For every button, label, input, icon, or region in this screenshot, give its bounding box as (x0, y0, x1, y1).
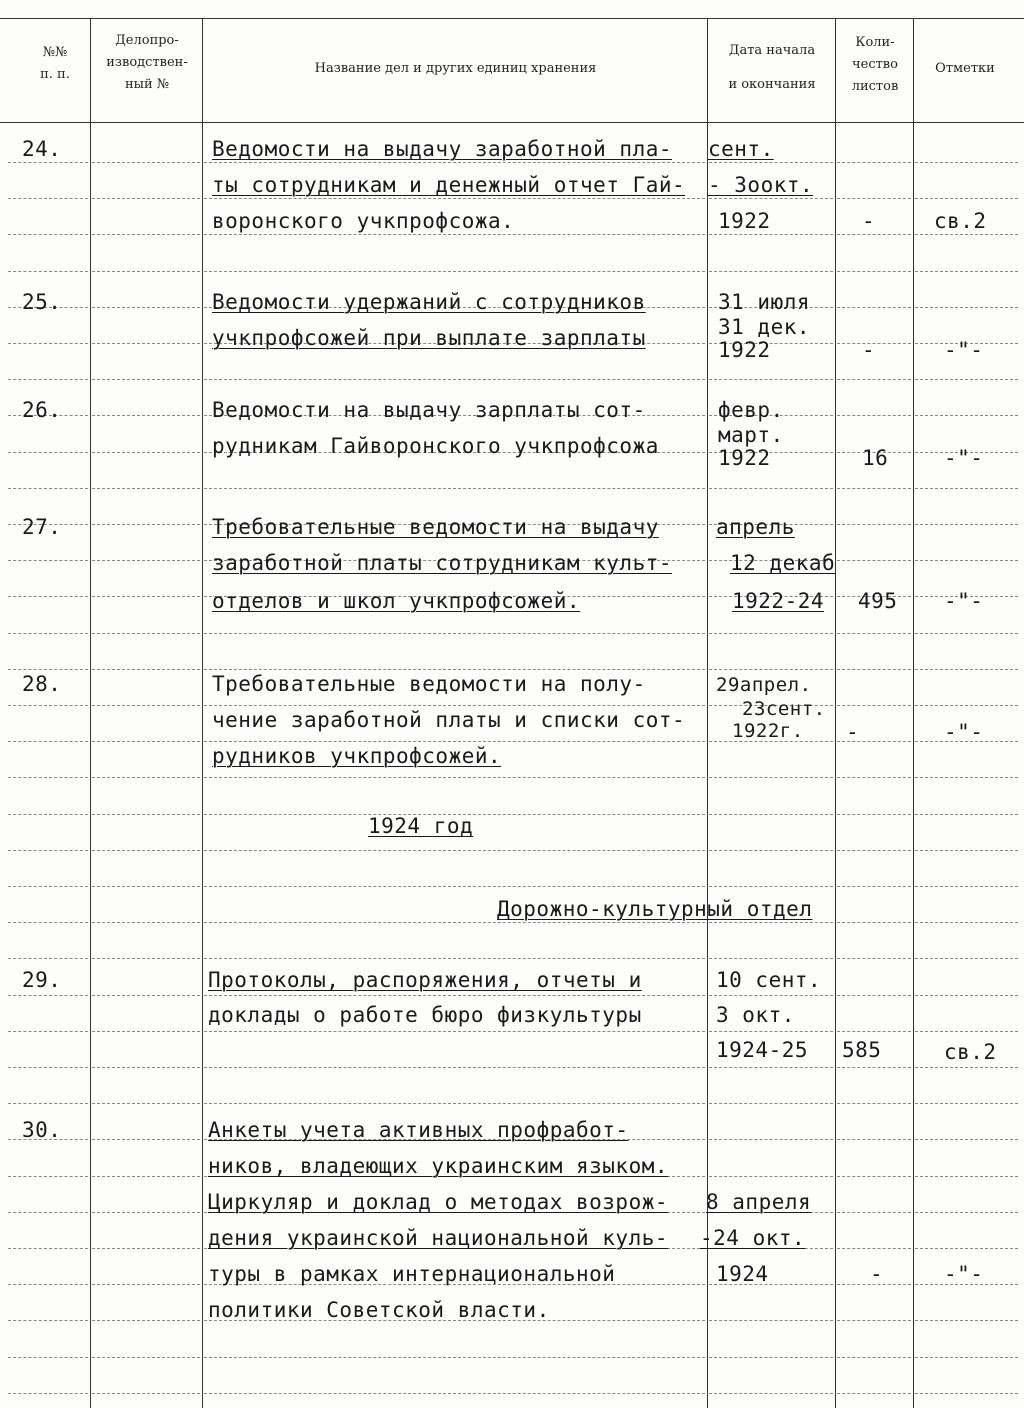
title-line: заработной платы сотрудникам культ- (212, 551, 673, 575)
ruling-line (92, 958, 200, 959)
title-line: ты сотрудникам и денежный отчет Гай- (212, 173, 686, 197)
note: -"- (944, 720, 984, 744)
ruling-line (915, 850, 1018, 851)
ruling-line (92, 596, 200, 597)
ruling-line (709, 814, 833, 815)
ruling-line (837, 488, 911, 489)
ruling-line (204, 271, 705, 272)
ruling-line (837, 1357, 911, 1358)
ruling-line (8, 560, 88, 561)
ruling-line (8, 271, 88, 272)
note: св.2 (934, 209, 987, 233)
note: -"- (944, 1262, 984, 1286)
ruling-line (92, 1393, 200, 1394)
date-line: 1922г. (732, 720, 804, 742)
ruling-line (837, 271, 911, 272)
ruling-line (8, 922, 88, 923)
ruling-line (915, 705, 1018, 706)
ruling-line (204, 1357, 705, 1358)
column-rule (913, 18, 914, 1408)
ruling-line (709, 777, 833, 778)
ruling-line (8, 198, 88, 199)
row-number: 26. (22, 398, 62, 422)
ruling-line (915, 198, 1018, 199)
title-line: отделов и школ учкпрофсожей. (212, 589, 581, 613)
ruling-line (8, 958, 88, 959)
ruling-line (837, 995, 911, 996)
ruling-line (8, 741, 88, 742)
ruling-line (8, 596, 88, 597)
ruling-line (915, 958, 1018, 959)
ruling-line (915, 307, 1018, 308)
ruling-line (915, 1248, 1018, 1249)
ruling-line (709, 669, 833, 670)
ruling-line (92, 886, 200, 887)
ruling-line (837, 1176, 911, 1177)
year-heading: 1924 год (368, 814, 474, 838)
ruling-line (709, 1357, 833, 1358)
ruling-line (8, 452, 88, 453)
ruling-line (204, 669, 705, 670)
ruling-line (204, 488, 705, 489)
title-line: Протоколы, распоряжения, отчеты и (208, 968, 642, 992)
ruling-line (837, 633, 911, 634)
department-heading: Дорожно-культурный отдел (497, 897, 813, 921)
ruling-line (915, 488, 1018, 489)
date-line: 3 окт. (716, 1003, 795, 1027)
ruling-line (837, 1067, 911, 1068)
title-line: Требовательные ведомости на полу- (212, 672, 646, 696)
title-line: Требовательные ведомости на выдачу (212, 515, 659, 539)
ruling-line (837, 1320, 911, 1321)
ruling-line (837, 777, 911, 778)
ruling-line (837, 162, 911, 163)
ruling-line (915, 777, 1018, 778)
ruling-line (204, 886, 705, 887)
ruling-line (8, 1248, 88, 1249)
ruling-line (8, 1320, 88, 1321)
ruling-line (915, 162, 1018, 163)
column-rule (202, 18, 203, 1408)
ruling-line (8, 669, 88, 670)
sheet-count: - (862, 209, 876, 233)
ruling-line (92, 1320, 200, 1321)
title-line: Циркуляр и доклад о методах возрож- (208, 1190, 669, 1214)
ruling-line (92, 705, 200, 706)
ruling-line (837, 669, 911, 670)
ruling-line (92, 271, 200, 272)
date-line: 8 апреля (706, 1190, 812, 1214)
date-line: 1924-25 (716, 1038, 809, 1062)
title-line: Анкеты учета активных профработ- (208, 1118, 629, 1142)
ruling-line (8, 234, 88, 235)
ruling-line (709, 198, 833, 199)
header-title: Название дел и других единиц хранения (314, 61, 597, 76)
ruling-line (92, 814, 200, 815)
ruling-line (837, 234, 911, 235)
ruling-line (92, 1139, 200, 1140)
ruling-line (204, 741, 705, 742)
ruling-line (8, 1176, 88, 1177)
ruling-line (8, 488, 88, 489)
ruling-line (709, 922, 833, 923)
ruling-line (709, 1139, 833, 1140)
title-line: туры в рамках интернациональной (208, 1262, 616, 1286)
ruling-line (204, 1393, 705, 1394)
note: св.2 (944, 1040, 997, 1064)
ruling-line (92, 850, 200, 851)
ruling-line (204, 850, 705, 851)
date-line: 29апрел. (716, 674, 812, 696)
ruling-line (8, 1103, 88, 1104)
ruling-line (709, 850, 833, 851)
ruling-line (92, 415, 200, 416)
row-number: 25. (22, 290, 62, 314)
date-line: 1922 (718, 338, 771, 362)
ruling-line (92, 1212, 200, 1213)
ruling-line (92, 488, 200, 489)
ruling-line (204, 958, 705, 959)
ruling-line (837, 198, 911, 199)
ruling-line (709, 1103, 833, 1104)
ruling-line (92, 1067, 200, 1068)
row-number: 29. (22, 968, 62, 992)
ruling-line (915, 669, 1018, 670)
ruling-line (915, 234, 1018, 235)
ruling-line (92, 741, 200, 742)
ruling-line (837, 379, 911, 380)
title-line: учкпрофсожей при выплате зарплаты (212, 326, 646, 350)
ruling-line (837, 307, 911, 308)
note: -"- (944, 338, 984, 362)
ruling-line (8, 1067, 88, 1068)
ruling-line (709, 488, 833, 489)
ruling-line (92, 669, 200, 670)
ruling-line (204, 1031, 705, 1032)
column-rule (835, 18, 836, 1408)
sheet-count: - (862, 338, 876, 362)
date-line: февр. (718, 398, 784, 422)
title-line: Ведомости удержаний с сотрудников (212, 290, 646, 314)
row-number: 24. (22, 137, 62, 161)
ruling-line (92, 524, 200, 525)
ruling-line (915, 886, 1018, 887)
header-sheet-count: Коли- чество листов (851, 35, 899, 94)
ruling-line (8, 850, 88, 851)
ruling-line (709, 1067, 833, 1068)
header-top-rule (0, 18, 1024, 19)
ruling-line (915, 1357, 1018, 1358)
title-line: рудникам Гайворонского учкпрофсожа (212, 434, 659, 458)
column-rule (90, 18, 91, 1408)
ruling-line (8, 777, 88, 778)
date-line: апрель (716, 515, 795, 539)
ruling-line (8, 162, 88, 163)
ruling-line (8, 1031, 88, 1032)
header-bottom-rule (0, 122, 1024, 123)
ruling-line (709, 1031, 833, 1032)
date-line: 1922-24 (732, 589, 825, 613)
ruling-line (92, 633, 200, 634)
note: -"- (944, 446, 984, 470)
ruling-line (8, 705, 88, 706)
ruling-line (915, 1067, 1018, 1068)
date-line: - 3оокт. (708, 173, 814, 197)
ruling-line (92, 1103, 200, 1104)
ruling-line (92, 995, 200, 996)
header-dates: Дата начала и окончания (728, 43, 816, 92)
ruling-line (709, 379, 833, 380)
ruling-line (915, 415, 1018, 416)
header-office-number: Делопро- изводствен- ный № (106, 33, 188, 92)
title-line: дения украинской национальной куль- (208, 1226, 669, 1250)
ruling-line (204, 705, 705, 706)
ruling-line (915, 271, 1018, 272)
ruling-line (92, 452, 200, 453)
ruling-line (8, 379, 88, 380)
ruling-line (92, 379, 200, 380)
ruling-line (915, 1103, 1018, 1104)
ruling-line (915, 524, 1018, 525)
ruling-line (92, 198, 200, 199)
ruling-line (709, 271, 833, 272)
title-line: ников, владеющих украинским языком. (208, 1154, 669, 1178)
ruling-line (709, 995, 833, 996)
ruling-line (709, 1176, 833, 1177)
ruling-line (837, 886, 911, 887)
ruling-line (837, 1393, 911, 1394)
date-line: 12 декаб (730, 551, 836, 575)
ruling-line (837, 1103, 911, 1104)
ruling-line (204, 234, 705, 235)
ruling-line (92, 1031, 200, 1032)
ruling-line (915, 1212, 1018, 1213)
ruling-line (92, 234, 200, 235)
sheet-count: - (870, 1262, 884, 1286)
header-notes: Отметки (935, 61, 995, 76)
ruling-line (915, 1393, 1018, 1394)
ruling-line (8, 633, 88, 634)
ruling-line (709, 162, 833, 163)
ruling-line (837, 705, 911, 706)
title-line: рудников учкпрофсожей. (212, 744, 502, 768)
ruling-line (837, 1248, 911, 1249)
date-line: 1922 (718, 209, 771, 233)
ruling-line (837, 922, 911, 923)
ruling-line (8, 1393, 88, 1394)
ruling-line (915, 995, 1018, 996)
ruling-line (8, 1357, 88, 1358)
ruling-line (204, 633, 705, 634)
ruling-line (837, 560, 911, 561)
ruling-line (204, 1067, 705, 1068)
header-number: №№ п. п. (40, 45, 70, 82)
ruling-line (204, 777, 705, 778)
ruling-line (8, 814, 88, 815)
ruling-line (204, 198, 705, 199)
ruling-line (92, 307, 200, 308)
ruling-line (837, 524, 911, 525)
date-line: 1922 (718, 446, 771, 470)
date-line: 31 июля (718, 290, 811, 314)
title-line: доклады о работе бюро физкультуры (208, 1003, 642, 1027)
row-number: 28. (22, 672, 62, 696)
ruling-line (92, 922, 200, 923)
ruling-line (92, 1176, 200, 1177)
date-line: 1924 (716, 1262, 769, 1286)
ruling-line (915, 922, 1018, 923)
ruling-line (837, 814, 911, 815)
ruling-line (92, 343, 200, 344)
ruling-line (837, 850, 911, 851)
date-line: -24 окт. (700, 1226, 806, 1250)
note: -"- (944, 589, 984, 613)
sheet-count: 585 (842, 1038, 882, 1062)
date-line: сент. (708, 137, 774, 161)
date-line: март. (718, 423, 784, 447)
ruling-line (92, 162, 200, 163)
ruling-line (709, 633, 833, 634)
ruling-line (837, 1139, 911, 1140)
ruling-line (709, 234, 833, 235)
ruling-line (204, 379, 705, 380)
ruling-line (8, 1284, 88, 1285)
title-line: воронского учкпрофсожа. (212, 209, 515, 233)
title-line: политики Советской власти. (208, 1298, 550, 1322)
title-line: Ведомости на выдачу зарплаты сот- (212, 398, 646, 422)
ruling-line (8, 886, 88, 887)
ruling-line (204, 162, 705, 163)
ruling-line (915, 379, 1018, 380)
date-line: 31 дек. (718, 315, 811, 339)
date-line: 10 сент. (716, 968, 822, 992)
ruling-line (204, 1103, 705, 1104)
ruling-line (92, 1357, 200, 1358)
ruling-line (837, 415, 911, 416)
ruling-line (837, 1031, 911, 1032)
sheet-count: 495 (858, 589, 898, 613)
ruling-line (92, 1248, 200, 1249)
ruling-line (915, 1320, 1018, 1321)
ruling-line (8, 995, 88, 996)
ruling-line (709, 1320, 833, 1321)
row-number: 30. (22, 1118, 62, 1142)
ruling-line (915, 560, 1018, 561)
sheet-count: - (846, 720, 860, 744)
sheet-count: 16 (862, 446, 889, 470)
ruling-line (915, 1176, 1018, 1177)
title-line: Ведомости на выдачу заработной пла- (212, 137, 673, 161)
ruling-line (8, 1212, 88, 1213)
date-line: 23сент. (742, 698, 826, 720)
ruling-line (837, 958, 911, 959)
ruling-line (837, 1212, 911, 1213)
ruling-line (709, 886, 833, 887)
row-number: 27. (22, 515, 62, 539)
ruling-line (8, 343, 88, 344)
ruling-line (92, 777, 200, 778)
ruling-line (92, 1284, 200, 1285)
ruling-line (915, 1139, 1018, 1140)
ruling-line (204, 995, 705, 996)
ruling-line (92, 560, 200, 561)
ruling-line (915, 814, 1018, 815)
ruling-line (915, 633, 1018, 634)
ruling-line (204, 922, 705, 923)
ruling-line (709, 958, 833, 959)
title-line: чение заработной платы и списки сот- (212, 708, 686, 732)
ruling-line (709, 1393, 833, 1394)
ruling-line (915, 1031, 1018, 1032)
